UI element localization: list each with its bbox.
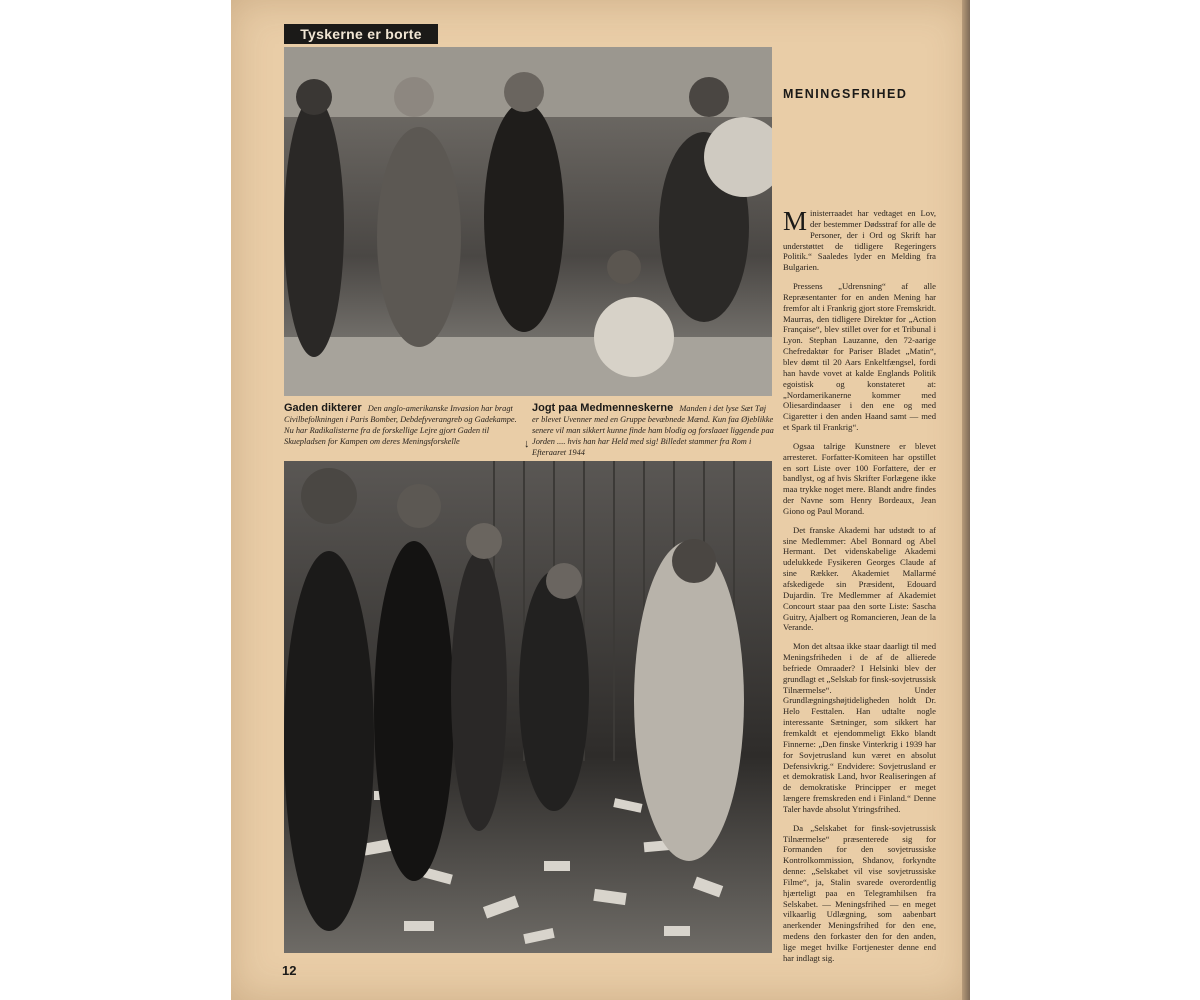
section-label: Tyskerne er borte: [284, 24, 438, 44]
article-paragraph-4: Det franske Akademi har udstødt to af sine Medlemmer: Abel Bonnard og Abel Hermant. Det videnskabelige Akademi udelukkede Fysikeren Georges Claude af sine Rækker. Akademiet Mallarmé afskedigede sin Præsident, Edouard Dujardin. Tre Medlemmer af Akademiet Concourt staar paa den sorte Liste: Sascha Guitry, Ajalbert og Romancieren, Jean de la Verande.: [783, 524, 936, 633]
article-body: [783, 208, 936, 972]
page-number: 12: [282, 963, 297, 978]
photo-armed-men: [284, 461, 772, 953]
caption-left-title: Gaden dikterer: [284, 402, 362, 414]
article-paragraph-5: Mon det altsaa ikke staar daarligt til med Meningsfriheden i de af de allierede befriede Omraader? I Helsinki blev der grundlagt et „Selskab for finsk-sovjetrussisk Tilnærmelse“. Under Grundlægningshøjtideligheden holdt Dr. Helo Festtalen. Han udtalte nogle interessante Sætninger, som sikkert har fremkaldt et ejendommeligt Ekko blandt Finnerne: „Den finske Vinterkrig i 1939 har for Sovjetrusland kun været en absolut Defensivkrig.“ Endvidere: Sovjetrusland er et demokratisk Land, hvor Realiseringen af de demokratiske Principper er meget længere fremskreden end i Finland.“ Denne Taler havde absolut Ytringsfrihed.: [783, 641, 936, 814]
caption-right-title: Jogt paa Medmenneskerne: [532, 402, 674, 414]
caption-right: [532, 403, 774, 458]
caption-left: [284, 403, 524, 447]
article-paragraph-1-text: inisterraadet har vedtaget en Lov, der bestemmer Dødsstraf for alle de Personer, der i Ord og Skrift har understøttet de tidligere Regeringers Politik.“ Saaledes lyder en Melding fra Bulgarien.: [783, 208, 936, 273]
article-paragraph-2: Pressens „Udrensning“ af alle Repræsentanter for en anden Mening har fremfor alt i Frankrig gjort store Fremskridt. Maurras, den tidligere Direktør for „Action Française“, blev stillet over for et Tribunal i Lyon. Stephan Lauzanne, den 72-aarige Chefredaktør for Pariser Bladet „Matin“, blev dømt til 20 Aars Enkeltfængsel, fordi han havde vovet at kalde Englands Politik egoistisk og konstateret at: „Nordamerikanerne kommer med Oliesardindaaser i den ene og med Cigaretter i den anden Haand samt — med et Spark til Frankrig“.: [783, 281, 936, 433]
sidebar-heading: MENINGSFRIHED: [783, 87, 908, 101]
article-paragraph-3: Ogsaa talrige Kunstnere er blevet arresteret. Forfatter-Komiteen har opstillet en sort Liste over 100 Forfattere, der er bandlyst, og af hvis Skrifter Forlægene ikke maa trykke noget mere. Blandt andre findes der Navne som Henry Bordeaux, Jean Giono og Paul Morand.: [783, 440, 936, 516]
page-edge: [962, 0, 970, 1000]
caption-right-text: Manden i det lyse Sæt Tøj er blevet Uvenner med en Gruppe bevæbnede Mænd. Kun faa Øjeblikke senere vil man sikkert kunne finde ham blodig og forslaaet liggende paa Jorden .... hvis han har Held med sig! Billedet stammer fra Rom i Efteraaret 1944: [532, 404, 774, 457]
photo-street-crowd: [284, 47, 772, 396]
article-paragraph-1: [783, 208, 936, 273]
dropcap: M: [783, 206, 808, 236]
article-paragraph-6: Da „Selskabet for finsk-sovjetrussisk Tilnærmelse“ præsenterede sig for Formanden for den sovjetrussiske Kontrolkommission, Shdanov, forkyndte denne: „Selskabet vil vise sovjetrussiske Filme“, ja, Stalin svarede overordentlig hjærteligt paa en Telegramhilsen fra Selskabet. — Meningsfrihed — en meget vilkaarlig Udlægning, som aabenbart anerkender Meningsfrihed for den ene, medens den forkaster den for den anden, lige meget hvilke Fortjenester denne end har indlagt sig.: [783, 822, 936, 963]
caption-left-text: Den anglo-amerikanske Invasion har bragt Civilbefolkningen i Paris Bomber, Debdefyverangreb og Gadekampe. Nu har Radikalisterne fra de forskellige Lejre gjort Gaden til Skuepladsen for Kampen om deres Meningsforskelle: [284, 404, 517, 446]
down-arrow-icon: ↓: [524, 438, 530, 450]
